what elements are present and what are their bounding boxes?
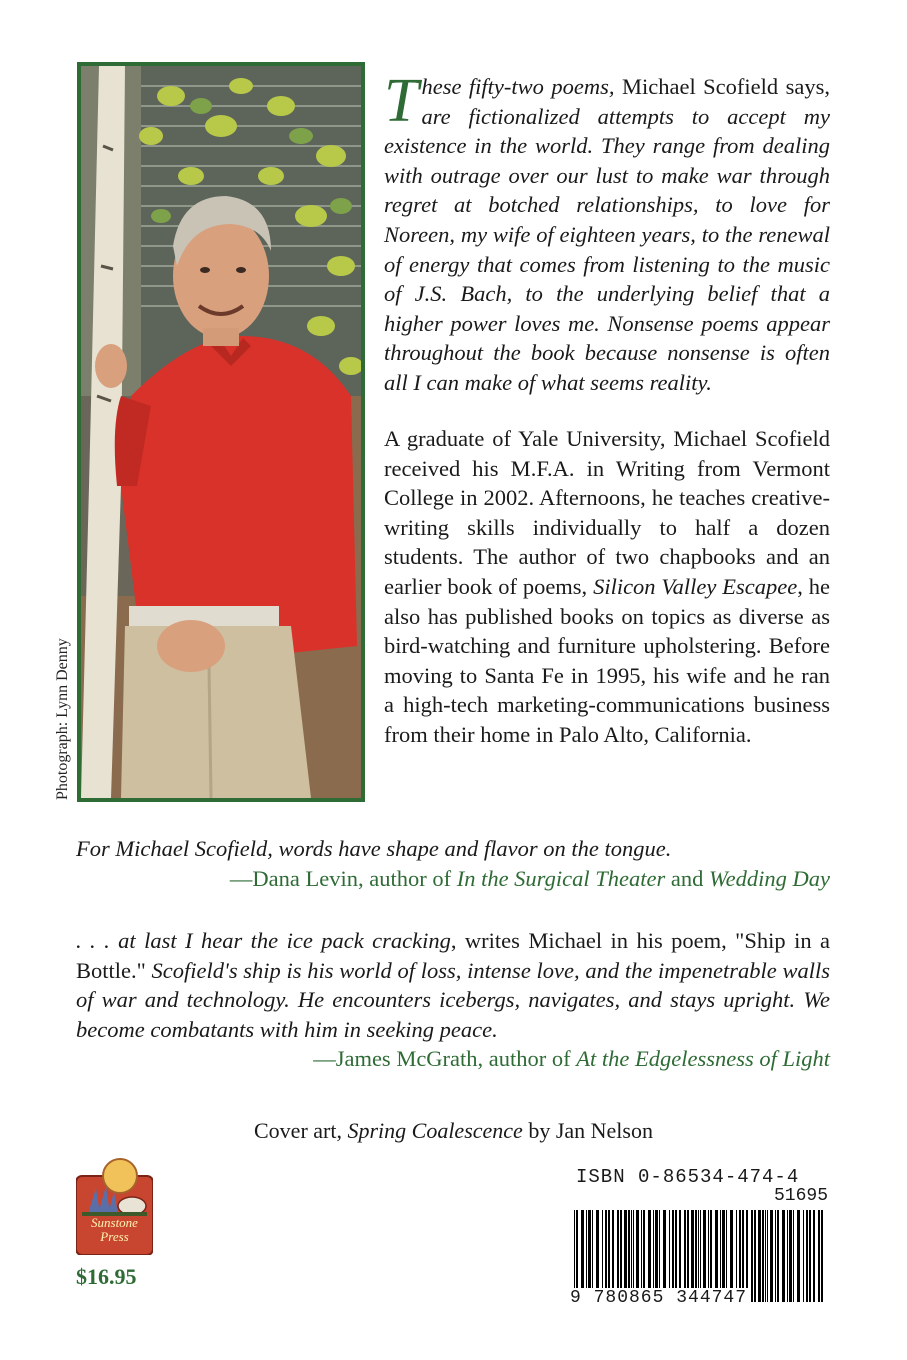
bio-book-title: Silicon Valley Escapee — [593, 573, 798, 599]
barcode-bar — [789, 1210, 792, 1302]
bio-part-2: , he also has published books on topics as diverse as bird-watching and furniture upholstering. Before moving to Santa Fe in 1995, his wife and he ran a high-tech marketing-communications business from their home in Palo Alto, California. — [384, 573, 830, 747]
barcode-bar — [803, 1210, 804, 1302]
attribution-work-1: At the Edgelessness of Light — [576, 1046, 830, 1072]
cover-art-title: Spring Coalescence — [347, 1118, 523, 1143]
publisher-name — [76, 1216, 153, 1244]
intro-attribution: Michael Scofield says, — [614, 74, 830, 99]
blurb-text-part-2: Scofield's ship is his world of loss, intense love, and the impenetrable walls of war and technology. He encounters icebergs, navigates, and stays upright. We become combatants with him in seeking peace. — [76, 957, 830, 1042]
barcode-bar — [787, 1210, 788, 1302]
cover-art-prefix: Cover art, — [254, 1118, 348, 1143]
barcode-bar — [797, 1210, 800, 1302]
intro-lead: hese fifty-two poems, — [421, 74, 615, 99]
attribution-work-1: In the Surgical Theater — [456, 865, 666, 891]
attribution-joiner: and — [665, 865, 709, 891]
barcode-bar — [777, 1210, 779, 1302]
isbn-barcode — [566, 1160, 836, 1330]
barcode-bar — [782, 1210, 785, 1302]
barcode-bar — [813, 1210, 815, 1302]
barcode-bar — [758, 1210, 761, 1302]
barcode-bar — [793, 1210, 794, 1302]
barcode-bar — [821, 1210, 823, 1302]
cover-art-credit — [0, 1118, 907, 1144]
blurb-attribution — [76, 1044, 830, 1074]
blurb-dana-levin — [76, 834, 830, 893]
price: $16.95 — [76, 1264, 137, 1289]
attribution-work-2: Wedding Day — [708, 865, 830, 891]
cover-art-suffix: by Jan Nelson — [522, 1118, 653, 1143]
barcode-bar — [806, 1210, 808, 1302]
isbn-label: ISBN 0-86534-474-4 — [576, 1166, 800, 1188]
blurb-text-upright: , writes Michael in his poem, "Ship in a Bottle." — [76, 928, 830, 983]
attribution-prefix: —Dana Levin, author of — [229, 865, 457, 891]
barcode-bar — [809, 1210, 811, 1302]
drop-cap: T — [384, 67, 419, 135]
price-addon: 51695 — [773, 1186, 828, 1206]
blurb-text: For Michael Scofield, words have shape and flavor on the tongue. — [76, 836, 672, 861]
barcode-bar — [754, 1210, 756, 1302]
publisher-name-line-2: Press — [100, 1229, 129, 1244]
intro-paragraph — [384, 67, 830, 398]
barcode-bar — [818, 1210, 820, 1302]
publisher-name-line-1: Sunstone — [91, 1215, 138, 1230]
barcode-bar — [762, 1210, 764, 1302]
blurb-text-part-1: . . . at last I hear the ice pack cracking — [76, 928, 451, 953]
barcode-bar — [765, 1210, 766, 1302]
author-photo-image — [81, 66, 361, 798]
barcode-bar — [770, 1210, 773, 1302]
barcode-bar — [751, 1210, 753, 1302]
barcode-bar — [767, 1210, 768, 1302]
blurb-attribution — [76, 864, 830, 894]
author-photo — [77, 62, 365, 802]
ean-number: 9 780865 344747 — [570, 1288, 750, 1308]
barcode-bar — [775, 1210, 776, 1302]
blurb-text — [76, 926, 830, 1044]
author-bio — [384, 424, 830, 750]
bio-part-1: A graduate of Yale University, Michael Scofield received his M.F.A. in Writing from Vermont College in 2002. Afternoons, he teaches creative-writing skills individually to half a dozen students. The author of two chapbooks and an earlier book of poems, — [384, 426, 830, 599]
blurb-james-mcgrath — [76, 926, 830, 1074]
attribution-prefix: —James McGrath, author of — [313, 1046, 577, 1072]
photo-credit: Photograph: Lynn Denny — [54, 638, 71, 800]
intro-body: are fictionalized attempts to accept my existence in the world. They range from dealing with outrage over our lust to make war through regret at botched relationships, to love for Noreen, my wife of eighteen years, to the renewal of energy that comes from listening to the music of J.S. Bach, to the underlying belief that a higher power loves me. Nonsense poems appear throughout the book because nonsense is often all I can make of what seems reality. — [384, 103, 830, 395]
